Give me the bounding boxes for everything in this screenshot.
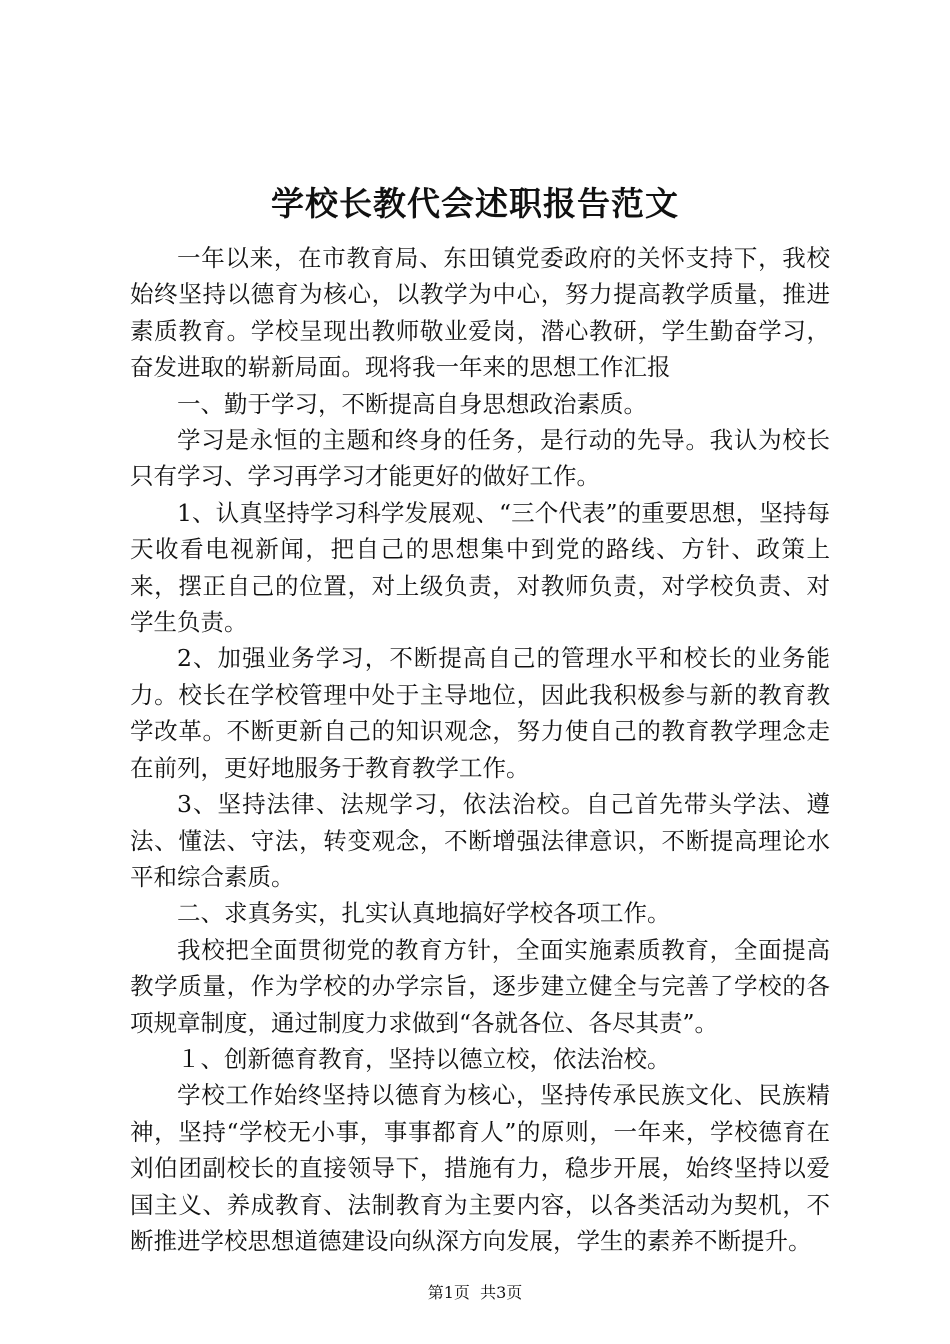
page-footer: 第1页 共3页 [427, 1283, 523, 1302]
list-item-3: 3、坚持法律、法规学习，依法治校。自己首先带头学法、遵法、懂法、守法，转变观念，不断增强法律意识，不断提高理论水平和综合素质。 [130, 790, 830, 891]
list-item-1: 1、认真坚持学习科学发展观、“三个代表”的重要思想，坚持每天收看电视新闻，把自己的思想集中到党的路线、方针、政策上来，摆正自己的位置，对上级负责，对教师负责，对学校负责、对学生负责。 [130, 498, 830, 637]
section-heading-2: 二、求真务实，扎实认真地搞好学校各项工作。 [177, 899, 671, 928]
paragraph-learning: 学习是永恒的主题和终身的任务，是行动的先导。我认为校长只有学习、学习再学习才能更好的做好工作。 [130, 426, 830, 491]
subsection-heading-1: １、创新德育教育，坚持以德立校，依法治校。 [177, 1044, 671, 1073]
paragraph-policy: 我校把全面贯彻党的教育方针，全面实施素质教育，全面提高教学质量，作为学校的办学宗旨，逐步建立健全与完善了学校的各项规章制度，通过制度力求做到“各就各位、各尽其责”。 [130, 935, 830, 1037]
section-heading-1: 一、勤于学习，不断提高自身思想政治素质。 [177, 389, 647, 418]
document-title: 学校长教代会述职报告范文 [271, 184, 679, 223]
paragraph-moral-education: 学校工作始终坚持以德育为核心，坚持传承民族文化、民族精神，坚持“学校无小事，事事都育人”的原则，一年来，学校德育在刘伯团副校长的直接领导下，措施有力，稳步开展，始终坚持以爱国主义、养成教育、法制教育为主要内容，以各类活动为契机，不断推进学校思想道德建设向纵深方向发展，学生的素养不断提升。 [130, 1081, 830, 1255]
paragraph-intro: 一年以来，在市教育局、东田镇党委政府的关怀支持下，我校始终坚持以德育为核心，以教学为中心，努力提高教学质量，推进素质教育。学校呈现出教师敬业爱岗，潜心教研，学生勤奋学习，奋发进取的崭新局面。现将我一年来的思想工作汇报 [130, 244, 830, 382]
document-body [130, 240, 830, 1259]
list-item-2: 2、加强业务学习，不断提高自己的管理水平和校长的业务能力。校长在学校管理中处于主导地位，因此我积极参与新的教育教学改革。不断更新自己的知识观念，努力使自己的教育教学理念走在前列，更好地服务于教育教学工作。 [130, 644, 830, 782]
